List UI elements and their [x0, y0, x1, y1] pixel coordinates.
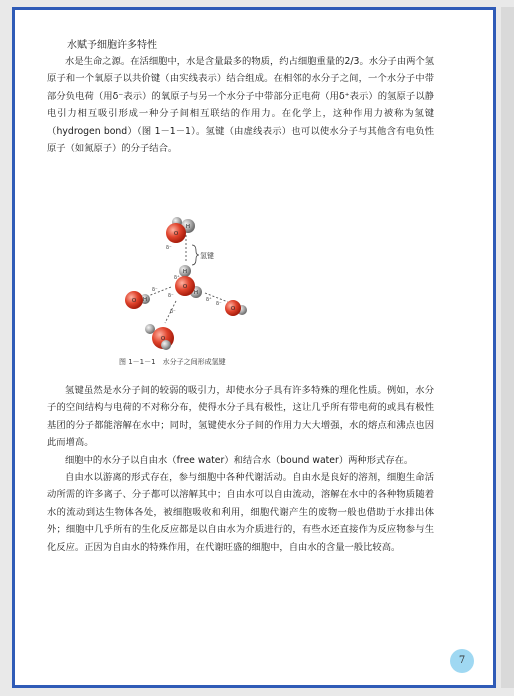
page-number-badge: 7: [450, 649, 474, 673]
text-column-bottom: [47, 382, 434, 556]
charge-label: δ⁺: [206, 297, 212, 303]
charge-label: δ⁻: [170, 309, 176, 315]
atom-label: H: [193, 290, 199, 296]
paragraph-water-intro: 水是生命之源。在活细胞中，水是含量最多的物质，约占细胞重量的2/3。水分子由两个氢原子和一个氧原子以共价键（由实线表示）结合组成。在相邻的水分子之间，一个水分子中带部分负电荷（用δ⁻表示）的氧原子与另一个水分子中带部分正电荷（用δ⁺表示）的氢原子以静电引力相互吸引形成一种分子间相互联结的作用力。在化学上，这种作用力被称为氢键（hydrogen bond）（图 1－1－1）。氢键（由虚线表示）也可以使水分子与其他含有电负性原子（如氮原子）的分子结合。: [47, 56, 434, 155]
atom-label: O: [230, 306, 236, 312]
atom-label: H: [142, 297, 148, 303]
charge-label: δ⁺: [174, 275, 180, 281]
paragraph-free-water: 自由水以游离的形式存在，参与细胞中各种代谢活动。自由水是良好的溶剂，细胞生命活动所需的许多离子、分子都可以溶解其中；自由水可以自由流动，溶解在水中的各种物质随着水的流动到达生物体各处，被细胞吸收和利用，细胞代谢产生的废物一般也借助于水排出体外；细胞中几乎所有的生化反应都是以自由水为介质进行的，有些水还直接作为反应物参与生化反应。正因为自由水的特殊作用，在代谢旺盛的细胞中，自由水的含量一般比较高。: [47, 472, 434, 553]
hbond-bracket: [192, 245, 199, 265]
paragraph-water-forms: 细胞中的水分子以自由水（free water）和结合水（bound water）两种形式存在。: [65, 454, 414, 466]
hbond-label: 氢键: [200, 252, 214, 260]
section-heading: 水赋予细胞许多特性: [67, 40, 157, 51]
charge-label: δ⁻: [166, 245, 172, 251]
atom-label: O: [131, 298, 137, 304]
charge-label: δ⁻: [168, 293, 174, 299]
charge-label: δ⁻: [152, 287, 158, 293]
atom-label: H: [182, 269, 188, 275]
atom-label: O: [160, 336, 166, 342]
atom-label: H: [185, 224, 191, 230]
atom-label: O: [182, 284, 188, 290]
scrollbar-track[interactable]: [501, 7, 514, 688]
figure-caption: 图 1－1－1 水分子之间形成氢键: [119, 358, 226, 366]
text-column-top: [47, 38, 434, 157]
water-hbond-figure: [108, 205, 248, 350]
atom-label: O: [173, 231, 179, 237]
charge-label: δ⁻: [216, 301, 222, 307]
paragraph-hbond-properties: 氢键虽然是水分子间的较弱的吸引力，却使水分子具有许多特殊的理化性质。例如，水分子的空间结构与电荷的不对称分布，使得水分子具有极性，这让几乎所有带电荷的或具有极性基团的分子都能溶解在水中；同时，氢键使水分子间的作用力大大增强，水的熔点和沸点也因此而增高。: [47, 385, 434, 449]
